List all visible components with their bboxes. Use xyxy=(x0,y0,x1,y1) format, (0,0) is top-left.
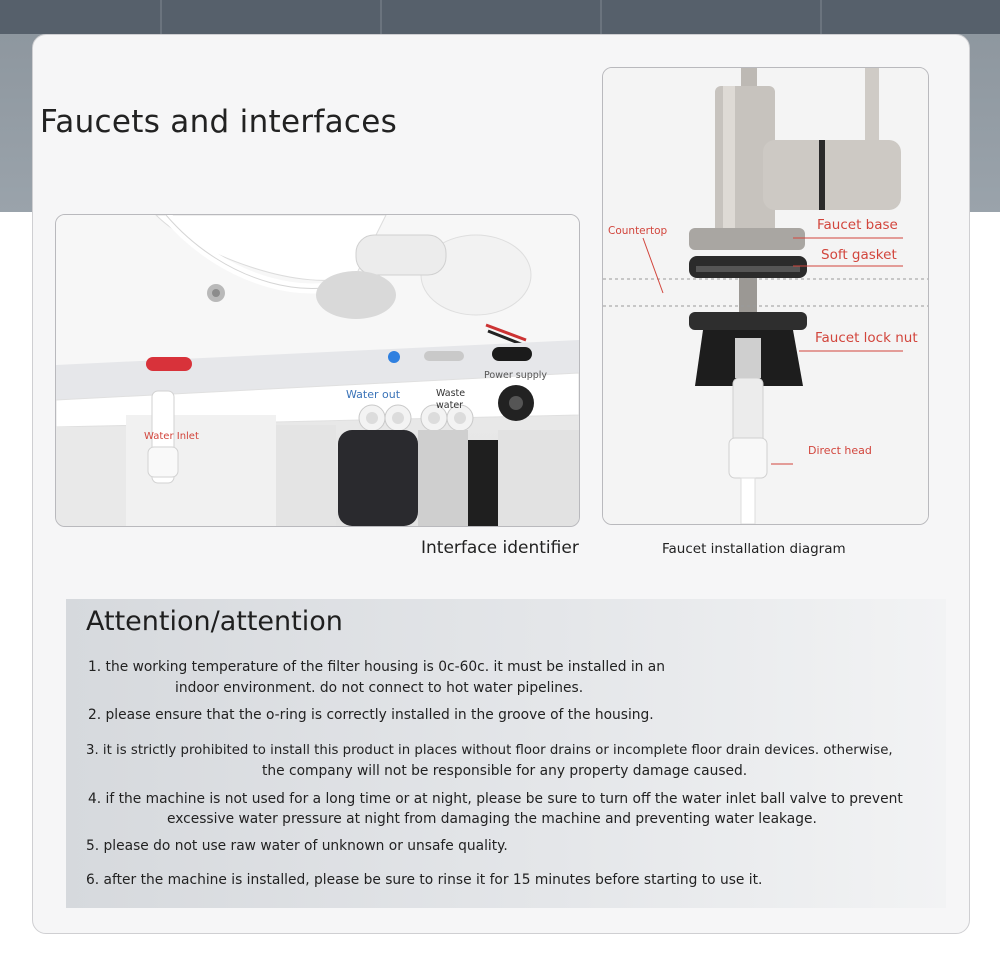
interface-caption: Interface identifier xyxy=(421,538,579,558)
faucet-photo xyxy=(602,67,929,525)
power-supply-label: Power supply xyxy=(484,370,548,381)
attention-item-2: 2. please ensure that the o-ring is correctly installed in the groove of the housing. xyxy=(88,707,654,723)
attention-item-6: 6. after the machine is installed, please be sure to rinse it for 15 minutes before starting to use it. xyxy=(86,872,763,888)
direct-head-label: Direct head xyxy=(808,444,872,457)
attention-item-3-line1: 3. it is strictly prohibited to install this product in places without floor drains or incomplete floor drain devices. otherwise, xyxy=(86,743,893,758)
water-inlet-label: Water Inlet xyxy=(144,431,199,442)
attention-item-3-line2: the company will not be responsible for any property damage caused. xyxy=(262,763,748,779)
attention-item-4-line1: 4. if the machine is not used for a long time or at night, please be sure to turn off the water inlet ball valve to prevent xyxy=(88,791,903,807)
attention-item-1-line1: 1. the working temperature of the filter housing is 0c-60c. it must be installed in an xyxy=(88,659,666,675)
faucet-base-label: Faucet base xyxy=(817,217,898,233)
water-out-label: Water out xyxy=(346,388,401,401)
attention-item-4-line2: excessive water pressure at night from damaging the machine and preventing water leakage. xyxy=(167,811,817,827)
waste-water-label-line2: water xyxy=(436,400,464,411)
attention-item-5: 5. please do not use raw water of unknown or unsafe quality. xyxy=(86,838,508,854)
faucet-caption: Faucet installation diagram xyxy=(662,541,846,557)
faucet-illustration xyxy=(603,68,928,524)
waste-water-label-line1: Waste xyxy=(436,388,466,399)
attention-title: Attention/attention xyxy=(86,606,343,637)
page-title: Faucets and interfaces xyxy=(40,104,398,140)
countertop-label: Countertop xyxy=(608,225,668,237)
soft-gasket-label: Soft gasket xyxy=(821,247,897,263)
attention-item-1-line2: indoor environment. do not connect to hot water pipelines. xyxy=(175,680,584,696)
faucet-lock-nut-label: Faucet lock nut xyxy=(815,330,918,346)
interface-photo xyxy=(55,214,580,527)
